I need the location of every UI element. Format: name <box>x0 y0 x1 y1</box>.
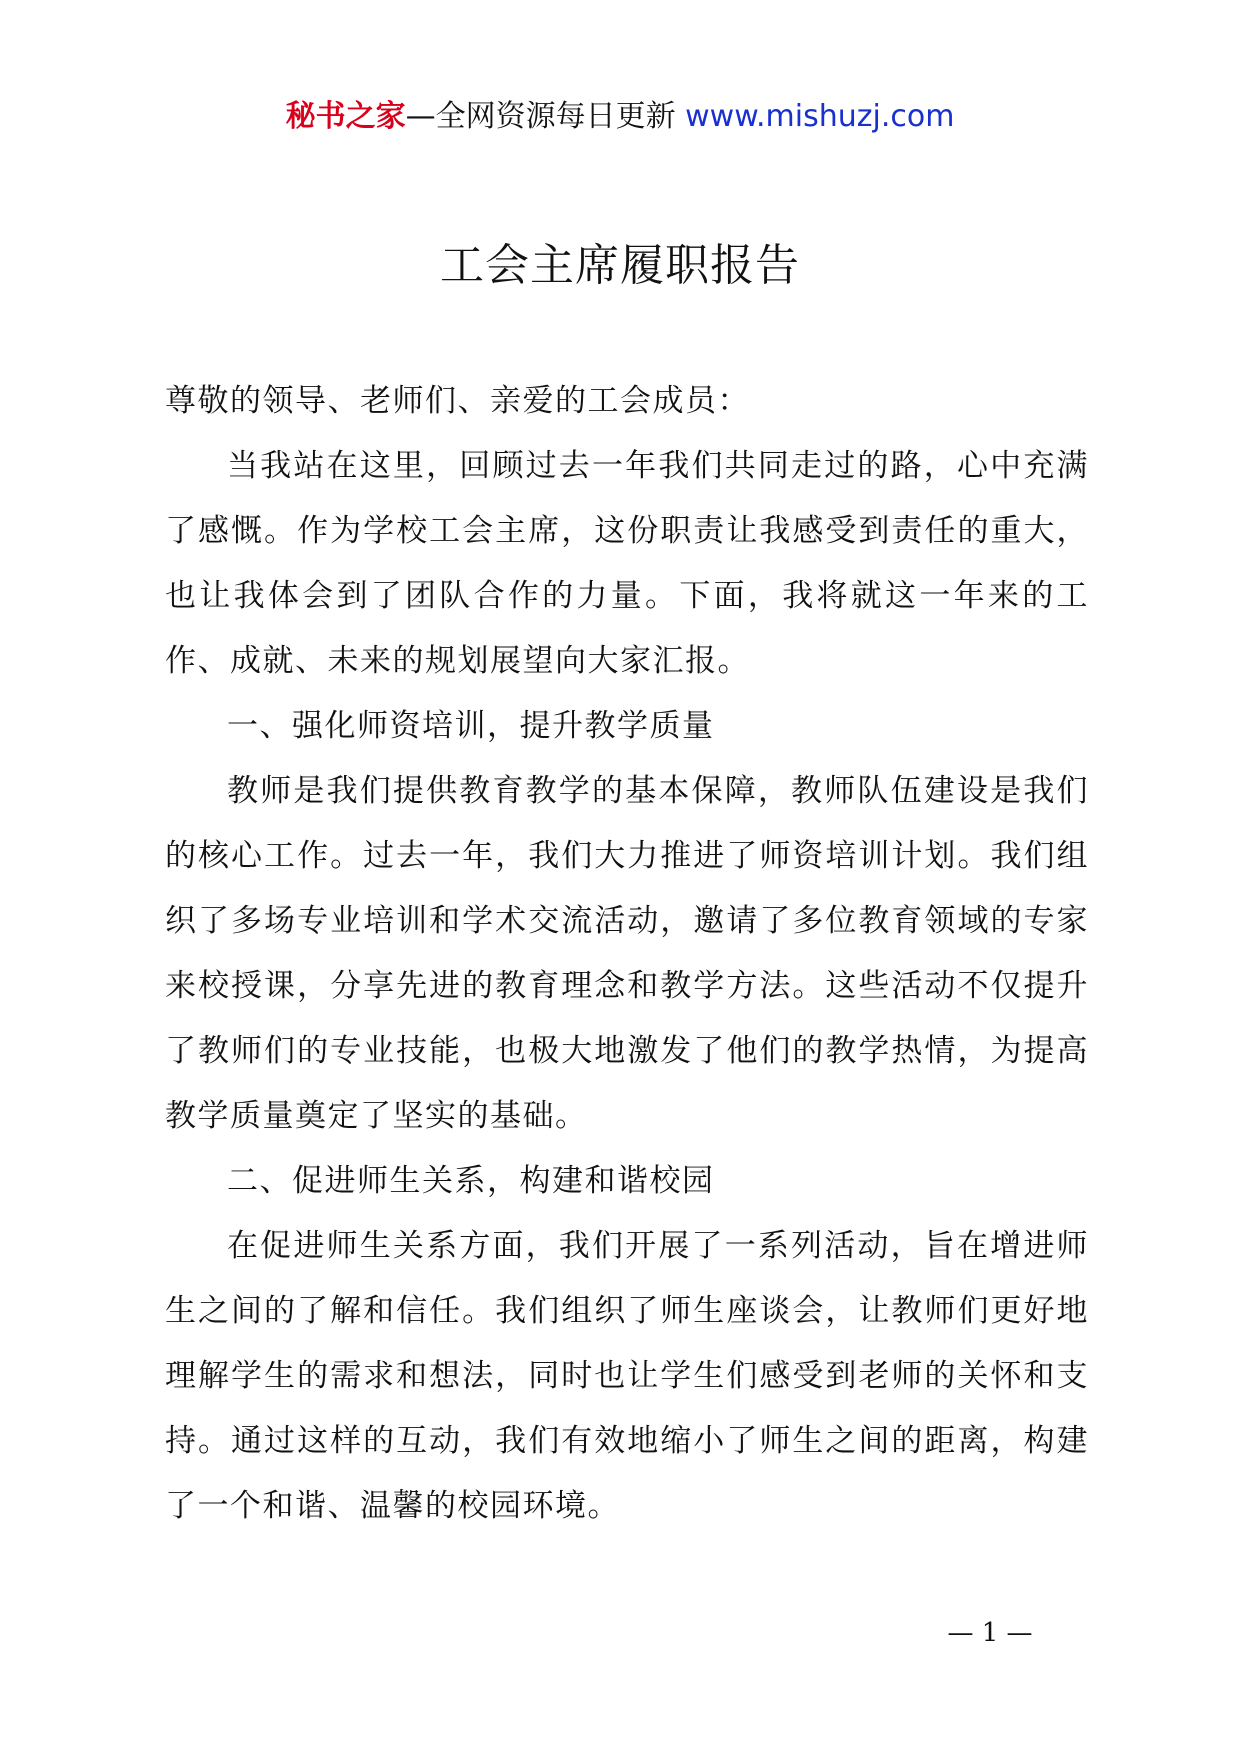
page-number: — 1 — <box>947 1618 1033 1648</box>
section-heading-1: 一、强化师资培训，提升教学质量 <box>227 708 715 744</box>
site-header <box>0 97 1240 137</box>
document-body <box>165 369 1089 1539</box>
section-heading-2: 二、促进师生关系，构建和谐校园 <box>227 1163 715 1199</box>
intro-paragraph: 当我站在这里，回顾过去一年我们共同走过的路，心中充满了感慨。作为学校工会主席，这份职责让我感受到责任的重大，也让我体会到了团队合作的力量。下面，我将就这一年来的工作、成就、未来的规划展望向大家汇报。 <box>165 448 1089 679</box>
header-tagline: —全网资源每日更新 <box>405 99 676 134</box>
section-paragraph-1: 教师是我们提供教育教学的基本保障，教师队伍建设是我们的核心工作。过去一年，我们大力推进了师资培训计划。我们组织了多场专业培训和学术交流活动，邀请了多位教育领域的专家来校授课，分享先进的教育理念和教学方法。这些活动不仅提升了教师们的专业技能，也极大地激发了他们的教学热情，为提高教学质量奠定了坚实的基础。 <box>165 773 1089 1134</box>
document-title: 工会主席履职报告 <box>440 240 800 291</box>
salutation: 尊敬的领导、老师们、亲爱的工会成员： <box>165 383 750 419</box>
section-paragraph-2: 在促进师生关系方面，我们开展了一系列活动，旨在增进师生之间的了解和信任。我们组织了师生座谈会，让教师们更好地理解学生的需求和想法，同时也让学生们感受到老师的关怀和支持。通过这样的互动，我们有效地缩小了师生之间的距离，构建了一个和谐、温馨的校园环境。 <box>165 1228 1089 1524</box>
site-url-link[interactable]: www.mishuzj.com <box>685 99 955 134</box>
brand-name: 秘书之家 <box>285 99 406 134</box>
